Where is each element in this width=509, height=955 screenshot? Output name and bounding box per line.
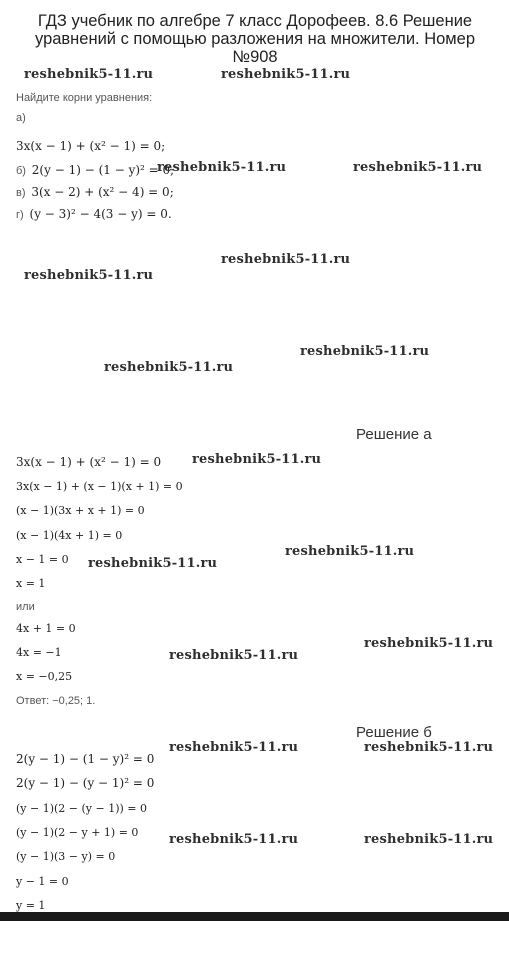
task-a-equation: 3x(x − 1) + (x² − 1) = 0; xyxy=(16,139,166,153)
solution-b-line: (y − 1)(3 − y) = 0 xyxy=(16,850,116,863)
task-a-label: а) xyxy=(16,112,26,124)
solution-a-line: 3x(x − 1) + (x − 1)(x + 1) = 0 xyxy=(16,480,183,493)
watermark: reshebnik5-11.ru xyxy=(157,160,287,175)
watermark: reshebnik5-11.ru xyxy=(192,452,322,467)
watermark: reshebnik5-11.ru xyxy=(364,636,494,651)
bottom-bar xyxy=(0,912,509,921)
solution-a-heading: Решение а xyxy=(356,426,432,443)
solution-b-line: (y − 1)(2 − y + 1) = 0 xyxy=(16,826,139,839)
watermark: reshebnik5-11.ru xyxy=(24,67,154,82)
watermark: reshebnik5-11.ru xyxy=(221,67,351,82)
solution-a-line: (x − 1)(4x + 1) = 0 xyxy=(16,529,123,542)
task-d-equation: (y − 3)² − 4(3 − y) = 0. xyxy=(29,207,172,221)
watermark: reshebnik5-11.ru xyxy=(88,556,218,571)
watermark: reshebnik5-11.ru xyxy=(24,268,154,283)
watermark: reshebnik5-11.ru xyxy=(169,740,299,755)
task-b-label: б) xyxy=(16,165,26,177)
solution-b-line: (y − 1)(2 − (y − 1)) = 0 xyxy=(16,802,148,815)
solution-a-line: (x − 1)(3x + x + 1) = 0 xyxy=(16,504,145,517)
task-c xyxy=(16,185,174,199)
solution-a-line: x − 1 = 0 xyxy=(16,553,69,566)
solution-a-line: 4x = −1 xyxy=(16,646,62,659)
solution-b-line: 2(y − 1) − (y − 1)² = 0 xyxy=(16,776,155,790)
watermark: reshebnik5-11.ru xyxy=(169,832,299,847)
task-d-label: г) xyxy=(16,209,24,221)
task-b-equation: 2(y − 1) − (1 − y)² = 0; xyxy=(31,163,175,177)
task-b xyxy=(16,163,174,177)
task-intro: Найдите корни уравнения: xyxy=(16,92,153,104)
solution-b-line: y − 1 = 0 xyxy=(16,875,69,888)
solution-a-line: или xyxy=(16,601,35,613)
watermark: reshebnik5-11.ru xyxy=(300,344,430,359)
watermark: reshebnik5-11.ru xyxy=(285,544,415,559)
page-title: ГДЗ учебник по алгебре 7 класс Дорофеев. 8.6 Решение уравнений с помощью разложения на множители. Номер №908 xyxy=(35,12,475,66)
watermark: reshebnik5-11.ru xyxy=(169,648,299,663)
solution-b-line: y = 1 xyxy=(16,899,46,912)
solution-a-line: x = 1 xyxy=(16,577,46,590)
watermark: reshebnik5-11.ru xyxy=(364,740,494,755)
watermark: reshebnik5-11.ru xyxy=(364,832,494,847)
solution-a-line: x = −0,25 xyxy=(16,670,73,683)
solution-b-line: 2(y − 1) − (1 − y)² = 0 xyxy=(16,752,155,766)
solution-a-answer: Ответ: −0,25; 1. xyxy=(16,695,96,707)
solution-a-line: 4x + 1 = 0 xyxy=(16,622,76,635)
task-c-equation: 3(x − 2) + (x² − 4) = 0; xyxy=(31,185,174,199)
watermark: reshebnik5-11.ru xyxy=(353,160,483,175)
watermark: reshebnik5-11.ru xyxy=(221,252,351,267)
solution-b-heading: Решение б xyxy=(356,724,432,741)
task-c-label: в) xyxy=(16,187,26,199)
solution-a-line: 3x(x − 1) + (x² − 1) = 0 xyxy=(16,455,162,469)
task-d xyxy=(16,207,172,221)
watermark: reshebnik5-11.ru xyxy=(104,360,234,375)
